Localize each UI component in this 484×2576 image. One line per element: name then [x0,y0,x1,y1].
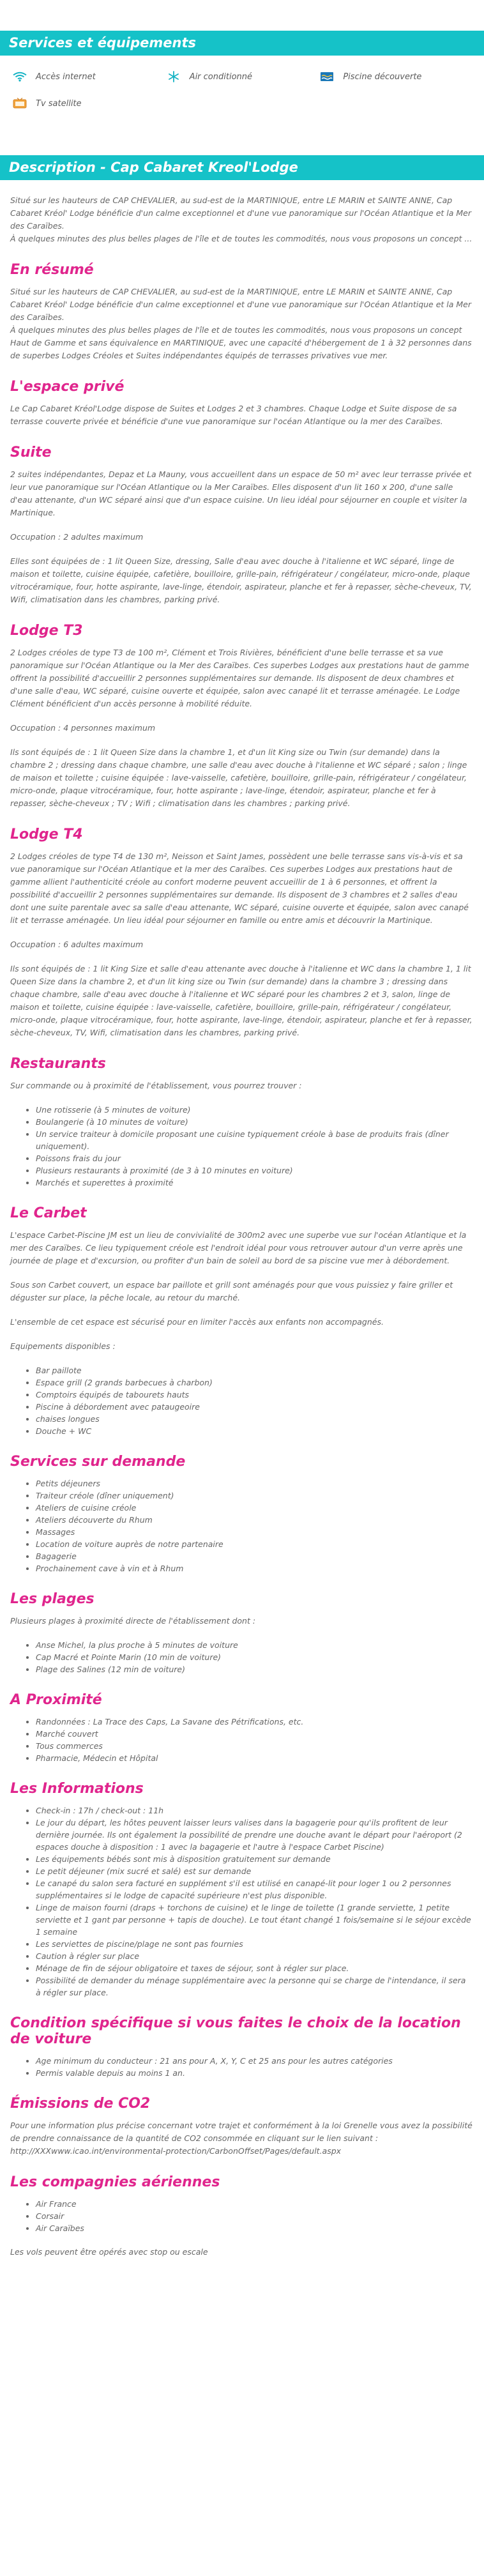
page [0,31,484,2296]
list-item: • Corsair [36,2210,473,2222]
list-item: • Traiteur créole (dîner uniquement) [36,1490,473,1502]
list-item: • Petits déjeuners [36,1477,473,1490]
list-item: • Le canapé du salon sera facturé en supplément s'il est utilisé en canapé-lit pour loger 1 ou 2 personnes supplémentaires si le lodge de capacité supérieure n'est plus disponible. [36,1877,473,1902]
section-list [10,1716,473,1764]
list-item: • Marchés et superettes à proximité [36,1177,473,1189]
section-paragraph: Sous son Carbet couvert, un espace bar paillote et grill sont aménagés pour que vous puissiez y faire griller et déguster sur place, la pêche locale, au retour du marché. [10,1280,453,1302]
description-heading: Description - Cap Cabaret Kreol'Lodge [0,155,484,180]
list-item: • Air Caraïbes [36,2222,473,2234]
section-title-le-carbet: Le Carbet [10,1205,87,1221]
list-item: • chaises longues [36,1413,473,1425]
section-paragraph: Ils sont équipés de : 1 lit Queen Size dans la chambre 1, et d'un lit King size ou Twin (sur demande) dans la chambre 2 ; dressing dans chaque chambre, une salle d'eau avec douche à l'italienne et WC séparé ; salon ; linge de maison et toilette ; cuisine équipée : lave-vaisselle, cafetière, bouilloire, grille-pain, réfrigérateur / congélateur, micro-onde, plaque vitrocéramique, four, hotte aspirante ; lave-linge, étendoir, aspirateur, planche et fer à repasser, sèche-cheveux ; TV ; Wifi ; climatisation dans les chambres ; parking privé. [10,747,467,808]
section-paragraph: 2 Lodges créoles de type T3 de 100 m², Clément et Trois Rivières, bénéficient d'une belle terrasse et sa vue panoramique sur l'Océan Atlantique ou la Mer des Caraïbes. Ces superbes Lodges aux prestations haut de gamme offrent la possibilité d'accueillir 2 personnes supplémentaires sur demande. Ils disposent de deux chambres et d'une salle d'eau, WC séparé, cuisine ouverte et équipée, salon avec canapé lit et terrasse aménagée. Le Lodge Clément bénéficient d'un accès personne à mobilité réduite. [10,648,469,708]
section-paragraph: Occupation : 2 adultes maximum [10,532,144,542]
section-list [10,1364,473,1437]
section-list [10,1477,473,1574]
amenity-internet [11,71,165,82]
list-item: • Pharmacie, Médecin et Hôpital [36,1752,473,1764]
list-item: • Air France [36,2198,473,2210]
section-list [10,2198,473,2234]
list-item: • Un service traiteur à domicile proposant une cuisine typiquement créole à base de produits frais (dîner uniquement). [36,1128,473,1152]
wifi-icon [11,71,28,82]
section-paragraph: Equipements disponibles : [10,1341,116,1351]
section-paragraph: L'espace Carbet-Piscine JM est un lieu de convivialité de 300m2 avec une superbe vue sur l'océan Atlantique et la mer des Caraïbes. Ce lieu typiquement créole est l'endroit idéal pour vous retrouver autour d'un verre après une journée de plage et d'excursion, ou profiter d'un bain de soleil au bord de sa piscine vue mer à débordement. [10,1230,467,1265]
section-paragraph: 2 suites indépendantes, Depaz et La Mauny, vous accueillent dans un espace de 50 m² avec leur terrasse privée et leur vue panoramique sur l'Océan Atlantique ou la Mer Caraïbes. Elles disposent d'un lit 160 x 200, d'une salle d'eau attenante, d'un WC séparé ainsi que d'un espace cuisine. Un lieu idéal pour séjourner en couple et visiter la Martinique. [10,469,472,517]
section-paragraph: Pour une information plus précise concernant votre trajet et conformément à la loi Grenelle vous avez la possibilité de prendre connaissance de la quantité de CO2 consommée en cliquant sur le lien suivant : http://XXXwww.icao.int/environmental-protection/CarbonOffset/Pages/default.aspx [10,2121,473,2156]
section-title-services-sur-demande: Services sur demande [10,1454,186,1470]
section-title-lodge-t4: Lodge T4 [10,827,83,842]
section-title-condition-specifique-si-vous-faites-le-choix-de-la-location-de-voiture: Condition spécifique si vous faites le choix de la location de voiture [10,2015,461,2047]
list-item: • Plusieurs restaurants à proximité (de 3 à 10 minutes en voiture) [36,1164,473,1177]
section-title-a-proximite: A Proximité [10,1692,102,1708]
section-paragraph: Situé sur les hauteurs de CAP CHEVALIER, au sud-est de la MARTINIQUE, entre LE MARIN et SAINTE ANNE, Cap Cabaret Kréol' Lodge bénéficie d'un calme exceptionnel et d'une vue panoramique sur l'Océan Atlantique et la Mer des Caraïbes. À quelques minutes des plus belles plages de l'île et de toutes les commodités, nous vous proposons un concept Haut de Gamme et sans équivalence en MARTINIQUE, avec une capacité d'hébergement de 1 à 32 personnes dans de superbes Lodges Créoles et Suites indépendantes équipés de terrasses privatives vue mer. [10,287,472,360]
list-item: • Les équipements bébés sont mis à disposition gratuitement sur demande [36,1853,473,1865]
section-paragraph: Occupation : 6 adultes maximum [10,940,144,949]
amenity-label: Accès internet [36,72,96,82]
list-item: • Les serviettes de piscine/plage ne sont pas fournies [36,1938,473,1950]
list-item: • Le petit déjeuner (mix sucré et salé) est sur demande [36,1865,473,1877]
pool-icon [319,71,335,82]
section-list [10,1639,473,1675]
amenity-tv [11,98,168,109]
section-title-en-resume: En résumé [10,262,94,278]
list-item: • Ateliers de cuisine créole [36,1502,473,1514]
list-item: • Prochainement cave à vin et à Rhum [36,1562,473,1574]
list-item: • Massages [36,1526,473,1538]
tv-icon [11,98,28,109]
section-title-restaurants: Restaurants [10,1056,106,1072]
list-item: • Linge de maison fourni (draps + torchons de cuisine) et le linge de toilette (1 grande serviette, 1 petite serviette et 1 gant par personne + tapis de douche). Le tout étant changé 1 fois/semaine si le séjour excède 1 semaine [36,1902,473,1938]
section-title-les-compagnies-aeriennes: Les compagnies aériennes [10,2174,220,2190]
section-paragraph: Plusieurs plages à proximité directe de l'établissement dont : [10,1616,256,1626]
list-item: • Ménage de fin de séjour obligatoire et taxes de séjour, sont à régler sur place. [36,1962,473,1974]
amenity-label: Air conditionné [189,72,252,82]
services-heading: Services et équipements [0,31,484,56]
section-list [10,1104,473,1189]
list-item: • Permis valable depuis au moins 1 an. [36,2067,473,2079]
amenity-label: Piscine découverte [343,72,422,82]
section-title-emissions-de-co2: Émissions de CO2 [10,2096,151,2112]
section-list [10,2055,473,2079]
amenity-air-conditioning [165,71,319,82]
section-paragraph: Le Cap Cabaret Kréol'Lodge dispose de Suites et Lodges 2 et 3 chambres. Chaque Lodge et Suite dispose de sa terrasse couverte privée et bénéficie d'une vue panoramique sur l'océan Atlantique ou la mer des Caraïbes. [10,404,457,426]
amenity-row [11,63,473,90]
description-content [0,194,484,2259]
amenity-row [11,90,473,117]
list-item: • Ateliers découverte du Rhum [36,1514,473,1526]
list-item: • Cap Macré et Pointe Marin (10 min de voiture) [36,1651,473,1663]
list-item: • Anse Michel, la plus proche à 5 minutes de voiture [36,1639,473,1651]
section-paragraph: Elles sont équipées de : 1 lit Queen Size, dressing, Salle d'eau avec douche à l'italienne et WC séparé, linge de maison et toilette, cuisine équipée, cafetière, bouilloire, grille-pain, réfrigérateur / congélateur, micro-onde, plaque vitrocéramique, four, hotte aspirante, lave-linge, étendoir, aspirateur, planche et fer à repasser, sèche-cheveux, TV, Wifi, climatisation dans les chambres, parking privé. [10,556,472,604]
section-list [10,1804,473,1999]
amenities-list [0,56,484,117]
list-item: • Bagagerie [36,1550,473,1562]
list-item: • Caution à régler sur place [36,1950,473,1962]
list-item: • Boulangerie (à 10 minutes de voiture) [36,1116,473,1128]
list-item: • Randonnées : La Trace des Caps, La Savane des Pétrifications, etc. [36,1716,473,1728]
list-item: • Piscine à débordement avec pataugeoire [36,1401,473,1413]
list-item: • Poissons frais du jour [36,1152,473,1164]
list-item: • Bar paillote [36,1364,473,1376]
section-paragraph: Ils sont équipés de : 1 lit King Size et salle d'eau attenante avec douche à l'italienne et WC dans la chambre 1, 1 lit Queen Size dans la chambre 2, et d'un lit king size ou Twin (sur demande) dans la chambre 3 ; dressing dans chaque chambre, salle d'eau avec douche à l'italienne et WC séparé pour les chambres 2 et 3, salon, linge de maison et toilette, cuisine équipée : lave-vaisselle, cafetière, bouilloire, grille-pain, réfrigérateur / congélateur, micro-onde, plaque vitrocéramique, four, hotte aspirante, lave-linge, étendoir, aspirateur, planche et fer à repasser, sèche-cheveux, TV, Wifi, climatisation dans les chambres, parking privé. [10,964,473,1037]
snowflake-icon [165,71,182,82]
section-paragraph: Occupation : 4 personnes maximum [10,723,156,733]
section-paragraph: L'ensemble de cet espace est sécurisé pour en limiter l'accès aux enfants non accompagnés. [10,1317,384,1327]
list-item: • Check-in : 17h / check-out : 11h [36,1804,473,1817]
list-item: • Une rotisserie (à 5 minutes de voiture) [36,1104,473,1116]
list-item: • Comptoirs équipés de tabourets hauts [36,1389,473,1401]
list-item: • Plage des Salines (12 min de voiture) [36,1663,473,1675]
section-paragraph: 2 Lodges créoles de type T4 de 130 m², Neisson et Saint James, possèdent une belle terrasse sans vis-à-vis et sa vue panoramique sur l'Océan Atlantique et la mer des Caraïbes. Ces superbes Lodges aux prestations haut de gamme allient l'authenticité créole au confort moderne peuvent accueillir de 1 à 6 personnes, et offrent la possibilité d'accueillir 2 personnes supplémentaires sur demande. Ils disposent de 3 chambres et 2 salles d'eau dont une suite parentale avec sa salle d'eau attenante, WC séparé, cuisine ouverte et équipée, salon avec canapé lit et terrasse aménagée. Un lieu idéal pour séjourner en famille ou entre amis et découvrir la Martinique. [10,851,469,925]
section-paragraph: Sur commande ou à proximité de l'établissement, vous pourrez trouver : [10,1081,302,1090]
section-title-l-espace-prive: L'espace privé [10,379,125,395]
list-item: • Le jour du départ, les hôtes peuvent laisser leurs valises dans la bagagerie pour qu'ils profitent de leur dernière journée. Ils ont également la possibilité de prendre une douche avant le départ pour l'aéroport (2 espaces douche à disposition : 1 avec la bagagerie et l'autre à l'espace Carbet Piscine) [36,1817,473,1853]
amenity-label: Tv satellite [36,98,82,109]
section-title-lodge-t3: Lodge T3 [10,623,83,639]
list-item: • Marché couvert [36,1728,473,1740]
description-intro: Situé sur les hauteurs de CAP CHEVALIER, au sud-est de la MARTINIQUE, entre LE MARIN et SAINTE ANNE, Cap Cabaret Kréol' Lodge bénéficie d'un calme exceptionnel et d'une vue panoramique sur l'Océan Atlantique et la Mer des Caraïbes. À quelques minutes des plus belles plages de l'île et de toutes les commodités, nous vous proposons un concept ... [10,195,473,243]
list-item: • Location de voiture auprès de notre partenaire [36,1538,473,1550]
section-title-les-plages: Les plages [10,1591,95,1607]
section-title-les-informations: Les Informations [10,1781,144,1797]
list-item: • Espace grill (2 grands barbecues à charbon) [36,1376,473,1389]
section-title-suite: Suite [10,445,52,461]
list-item: • Douche + WC [36,1425,473,1437]
list-item: • Age minimum du conducteur : 21 ans pour A, X, Y, C et 25 ans pour les autres catégories [36,2055,473,2067]
amenity-pool [319,71,473,82]
section-paragraph: Les vols peuvent être opérés avec stop ou escale [10,2247,208,2257]
list-item: • Possibilité de demander du ménage supplémentaire avec la personne qui se charge de l'intendance, il sera à régler sur place. [36,1974,473,1999]
list-item: • Tous commerces [36,1740,473,1752]
